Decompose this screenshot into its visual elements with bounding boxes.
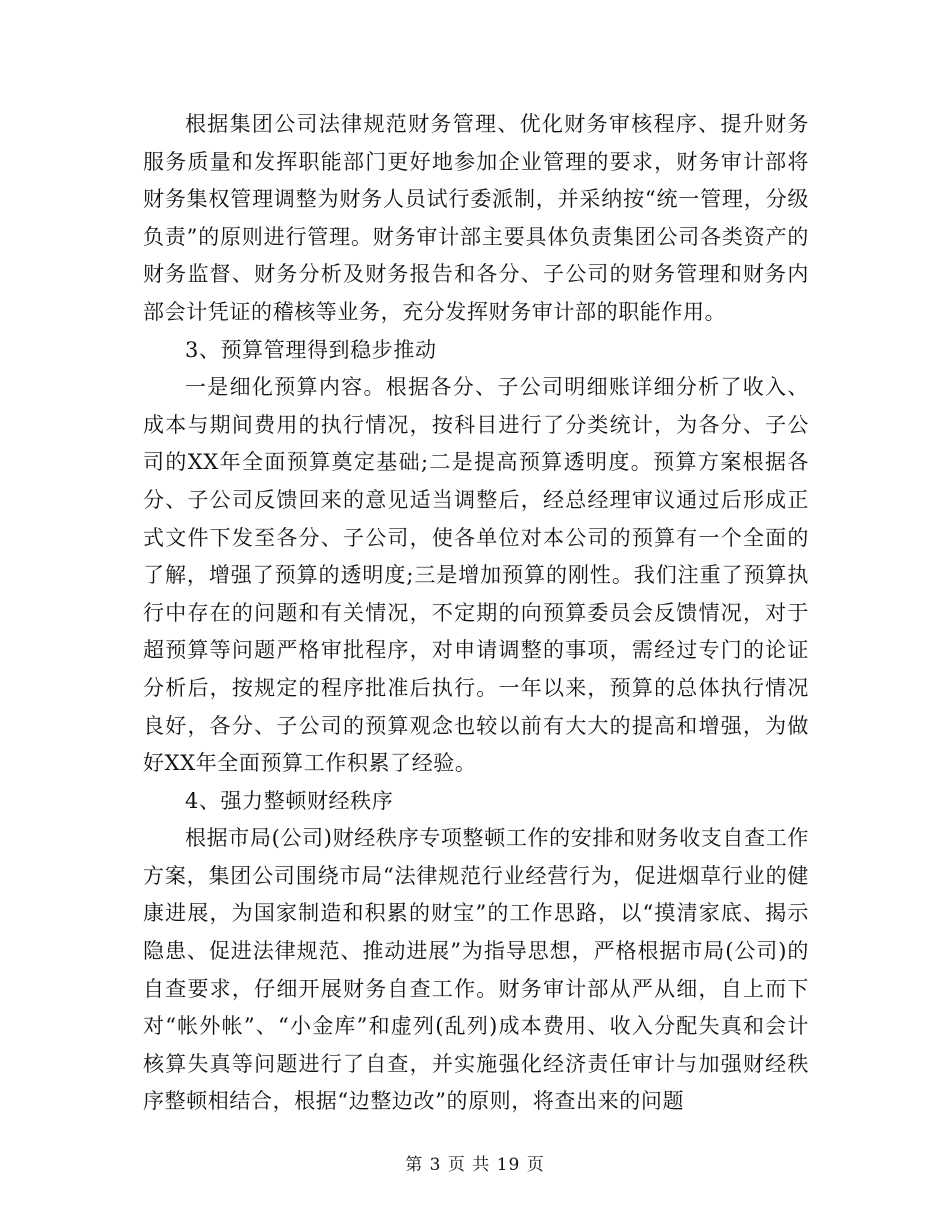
- paragraph-finance-management: 根据集团公司法律规范财务管理、优化财务审核程序、提升财务服务质量和发挥职能部门更好地参加企业管理的要求，财务审计部将财务集权管理调整为财务人员试行委派制，并采纳按“统一管理，分级负责”的原则进行管理。财务审计部主要具体负责集团公司各类资产的财务监督、财务分析及财务报告和各分、子公司的财务管理和财务内部会计凭证的稽核等业务，充分发挥财务审计部的职能作用。: [143, 112, 809, 324]
- page-number-footer: 第 3 页 共 19 页: [405, 1155, 545, 1175]
- section-heading-financial-order: 4、强力整顿财经秩序: [185, 788, 394, 813]
- paragraph-budget: 一是细化预算内容。根据各分、子公司明细账详细分析了收入、成本与期间费用的执行情况，按科目进行了分类统计，为各分、子公司的XX年全面预算奠定基础;二是提高预算透明度。预算方案根据各分、子公司反馈回来的意见适当调整后，经总经理审议通过后形成正式文件下发至各分、子公司，使各单位对本公司的预算有一个全面的了解，增强了预算的透明度;三是增加预算的刚性。我们注重了预算执行中存在的问题和有关情况，不定期的向预算委员会反馈情况，对于超预算等问题严格审批程序，对申请调整的事项，需经过专门的论证分析后，按规定的程序批准后执行。一年以来，预算的总体执行情况良好，各分、子公司的预算观念也较以前有大大的提高和增强，为做好XX年全面预算工作积累了经验。: [143, 375, 809, 776]
- document-body: [143, 106, 809, 1121]
- section-heading-budget: 3、预算管理得到稳步推动: [185, 337, 437, 362]
- paragraph-financial-order: 根据市局(公司)财经秩序专项整顿工作的安排和财务收支自查工作方案，集团公司围绕市局“法律规范行业经营行为，促进烟草行业的健康进展，为国家制造和积累的财宝”的工作思路，以“摸清家底、揭示隐患、促进法律规范、推动进展”为指导思想，严格根据市局(公司)的自查要求，仔细开展财务自查工作。财务审计部从严从细，自上而下对“帐外帐”、“小金库”和虚列(乱列)成本费用、收入分配失真和会计核算失真等问题进行了自查，并实施强化经济责任审计与加强财经秩序整顿相结合，根据“边整边改”的原则，将查出来的问题: [143, 826, 809, 1114]
